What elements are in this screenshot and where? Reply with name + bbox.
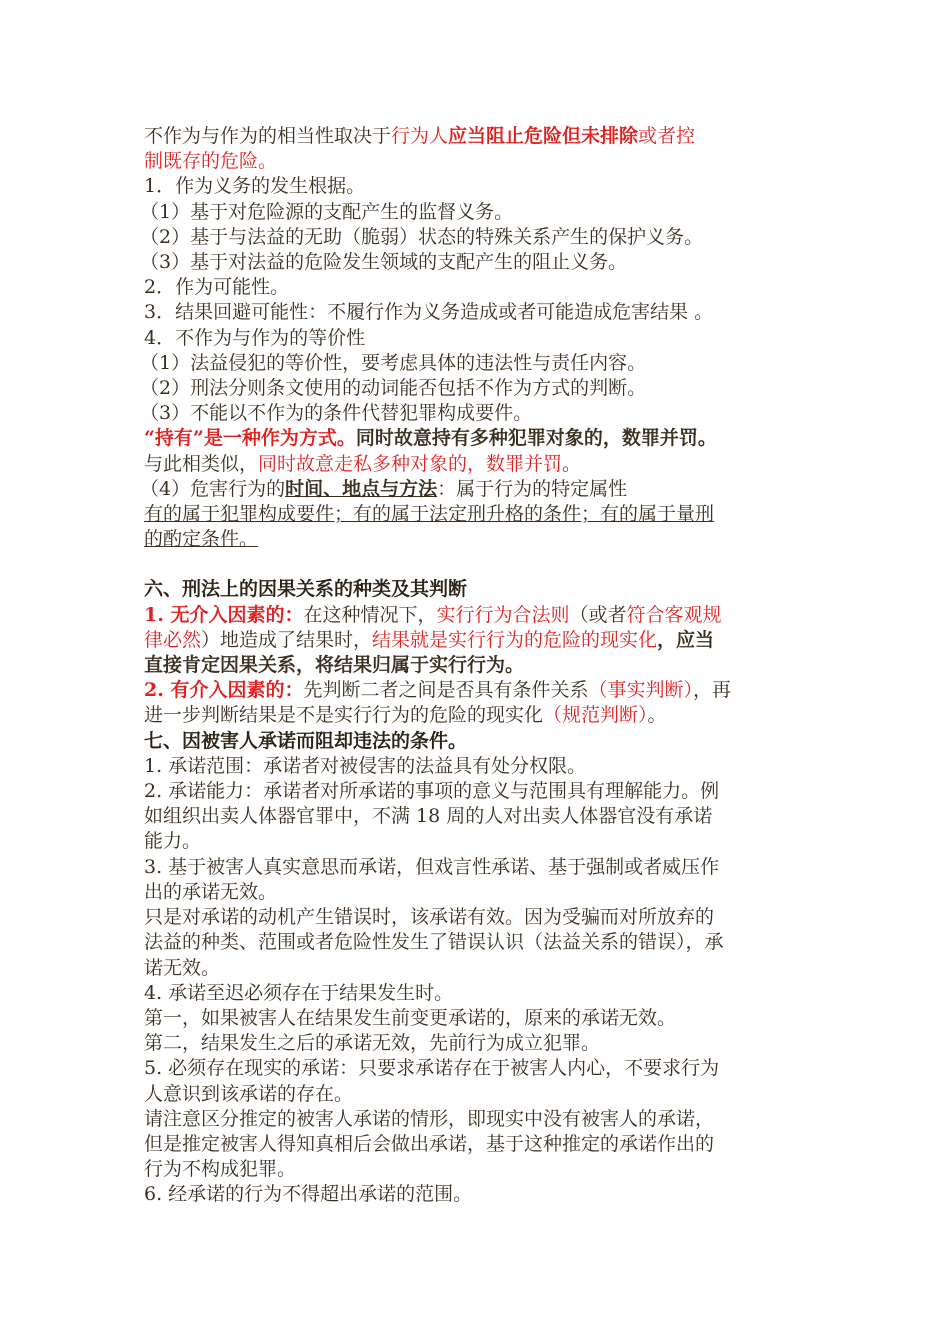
section-7-line: 4. 承诺至迟必须存在于结果发生时。 — [144, 981, 454, 1004]
section-7-line: 诺无效。 — [144, 956, 221, 979]
emphasis-text: （事实判断） — [588, 679, 693, 702]
text: 进一步判断结果是不是实行行为的危险的现实化 — [144, 704, 544, 727]
section-7-line: 5. 必须存在现实的承诺：只要求承诺存在于被害人内心，不要求行为 — [144, 1057, 720, 1080]
section-7-line: 1. 承诺范围：承诺者对被侵害的法益具有处分权限。 — [144, 754, 587, 777]
section-7-line: 第一，如果被害人在结果发生前变更承诺的，原来的承诺无效。 — [144, 1006, 677, 1029]
emphasis-bold-text: 2. 有介入因素的： — [144, 679, 304, 702]
list-item: 1．作为义务的发生根据。 — [144, 175, 366, 198]
section-7-line: 请注意区分推定的被害人承诺的情形，即现实中没有被害人的承诺， — [144, 1107, 715, 1130]
section-6-line: 直接肯定因果关系，将结果归属于实行行为。 — [144, 654, 525, 677]
text: （或者 — [569, 603, 627, 626]
bold-text: ，应当 — [657, 628, 715, 651]
section-7-line: 法益的种类、范围或者危险性发生了错误认识（法益关系的错误），承 — [144, 931, 724, 954]
intro-line-1 — [144, 124, 812, 149]
list-item: （3）不能以不作为的条件代替犯罪构成要件。 — [140, 402, 533, 425]
intro-line-2: 制既存的危险。 — [144, 150, 278, 173]
text: ）地造成了结果时， — [201, 628, 373, 651]
text: （4）危害行为的 — [140, 477, 286, 500]
section-6-line — [144, 628, 812, 653]
underlined-line: 的酌定条件。 — [144, 528, 259, 551]
section-7-line: 2. 承诺能力：承诺者对所承诺的事项的意义与范围具有理解能力。例 — [144, 780, 720, 803]
section-7-line: 出的承诺无效。 — [144, 880, 278, 903]
text: ：属于行为的特定属性 — [437, 477, 628, 500]
list-item: 2．作为可能性。 — [144, 276, 290, 299]
list-item: （2）刑法分则条文使用的动词能否包括不作为方式的判断。 — [140, 377, 647, 400]
section-7-line: 人意识到该承诺的存在。 — [144, 1082, 354, 1105]
text: 先判断二者之间是否具有条件关系 — [303, 679, 589, 702]
text: 不作为与作为的相当性取决于 — [144, 125, 392, 147]
section-6-line — [144, 703, 812, 728]
section-7-heading: 七、因被害人承诺而阻却违法的条件。 — [144, 729, 468, 752]
text: ，再 — [692, 679, 731, 702]
text: 与此相类似， — [144, 452, 259, 475]
emphasis-text: 同时故意走私多种对象的，数罪并罚 — [258, 452, 563, 475]
section-7-line: 能力。 — [144, 830, 202, 853]
similar-line — [144, 452, 812, 477]
list-item: 3．结果回避可能性：不履行作为义务造成或者可能造成危害结果 。 — [144, 301, 714, 324]
text: 。 — [562, 452, 582, 475]
list-item: （1）法益侵犯的等价性，要考虑具体的违法性与责任内容。 — [140, 351, 647, 374]
list-item: （2）基于与法益的无助（脆弱）状态的特殊关系产生的保护义务。 — [140, 225, 704, 248]
section-7-line: 第二，结果发生之后的承诺无效，先前行为成立犯罪。 — [144, 1032, 601, 1055]
section-7-line: 3. 基于被害人真实意思而承诺，但戏言性承诺、基于强制或者威压作 — [144, 855, 720, 878]
bold-text: 同时故意持有多种犯罪对象的，数罪并罚。 — [355, 427, 717, 450]
holding-line — [144, 426, 812, 451]
section-7-line: 但是推定被害人得知真相后会做出承诺，基于这种推定的承诺作出的 — [144, 1132, 715, 1155]
list-item: 4．不作为与作为的等价性 — [144, 326, 366, 349]
text: 在这种情况下， — [303, 603, 437, 626]
blank-line — [144, 552, 812, 577]
emphasis-text: 结果就是实行行为的危险的现实化 — [372, 628, 658, 651]
emphasis-text: 符合客观规 — [626, 603, 722, 626]
bold-underlined-text: 时间、地点与方法 — [285, 477, 438, 500]
section-7-line: 行为不构成犯罪。 — [144, 1158, 297, 1181]
list-item: （3）基于对法益的危险发生领域的支配产生的阻止义务。 — [140, 251, 628, 274]
text: 。 — [647, 704, 667, 727]
list-item: （1）基于对危险源的支配产生的监督义务。 — [140, 200, 514, 223]
emphasis-bold-text: “持有”是一种作为方式。 — [144, 427, 356, 450]
section-7-line: 如组织出卖人体器官罪中，不满 18 周的人对出卖人体器官没有承诺 — [144, 805, 713, 828]
section-6-line — [144, 603, 812, 628]
underlined-line: 有的属于犯罪构成要件；有的属于法定刑升格的条件；有的属于量刑 — [144, 503, 715, 526]
section-6-heading: 六、刑法上的因果关系的种类及其判断 — [144, 578, 468, 601]
emphasis-text: 或者控 — [638, 125, 696, 147]
item-4-line — [140, 477, 812, 502]
emphasis-text: 行为人 — [391, 125, 449, 147]
emphasis-bold-text: 1. 无介入因素的： — [144, 603, 304, 626]
section-7-line: 只是对承诺的动机产生错误时，该承诺有效。因为受骗而对所放弃的 — [144, 906, 715, 929]
section-6-line — [144, 678, 812, 703]
document-page — [140, 124, 812, 1208]
emphasis-text: 实行行为合法则 — [436, 603, 570, 626]
emphasis-bold-text: 应当阻止危险但未排除 — [448, 125, 639, 147]
emphasis-text: 律必然 — [144, 628, 202, 651]
emphasis-text: （规范判断） — [543, 704, 648, 727]
section-7-line: 6. 经承诺的行为不得超出承诺的范围。 — [144, 1183, 473, 1206]
